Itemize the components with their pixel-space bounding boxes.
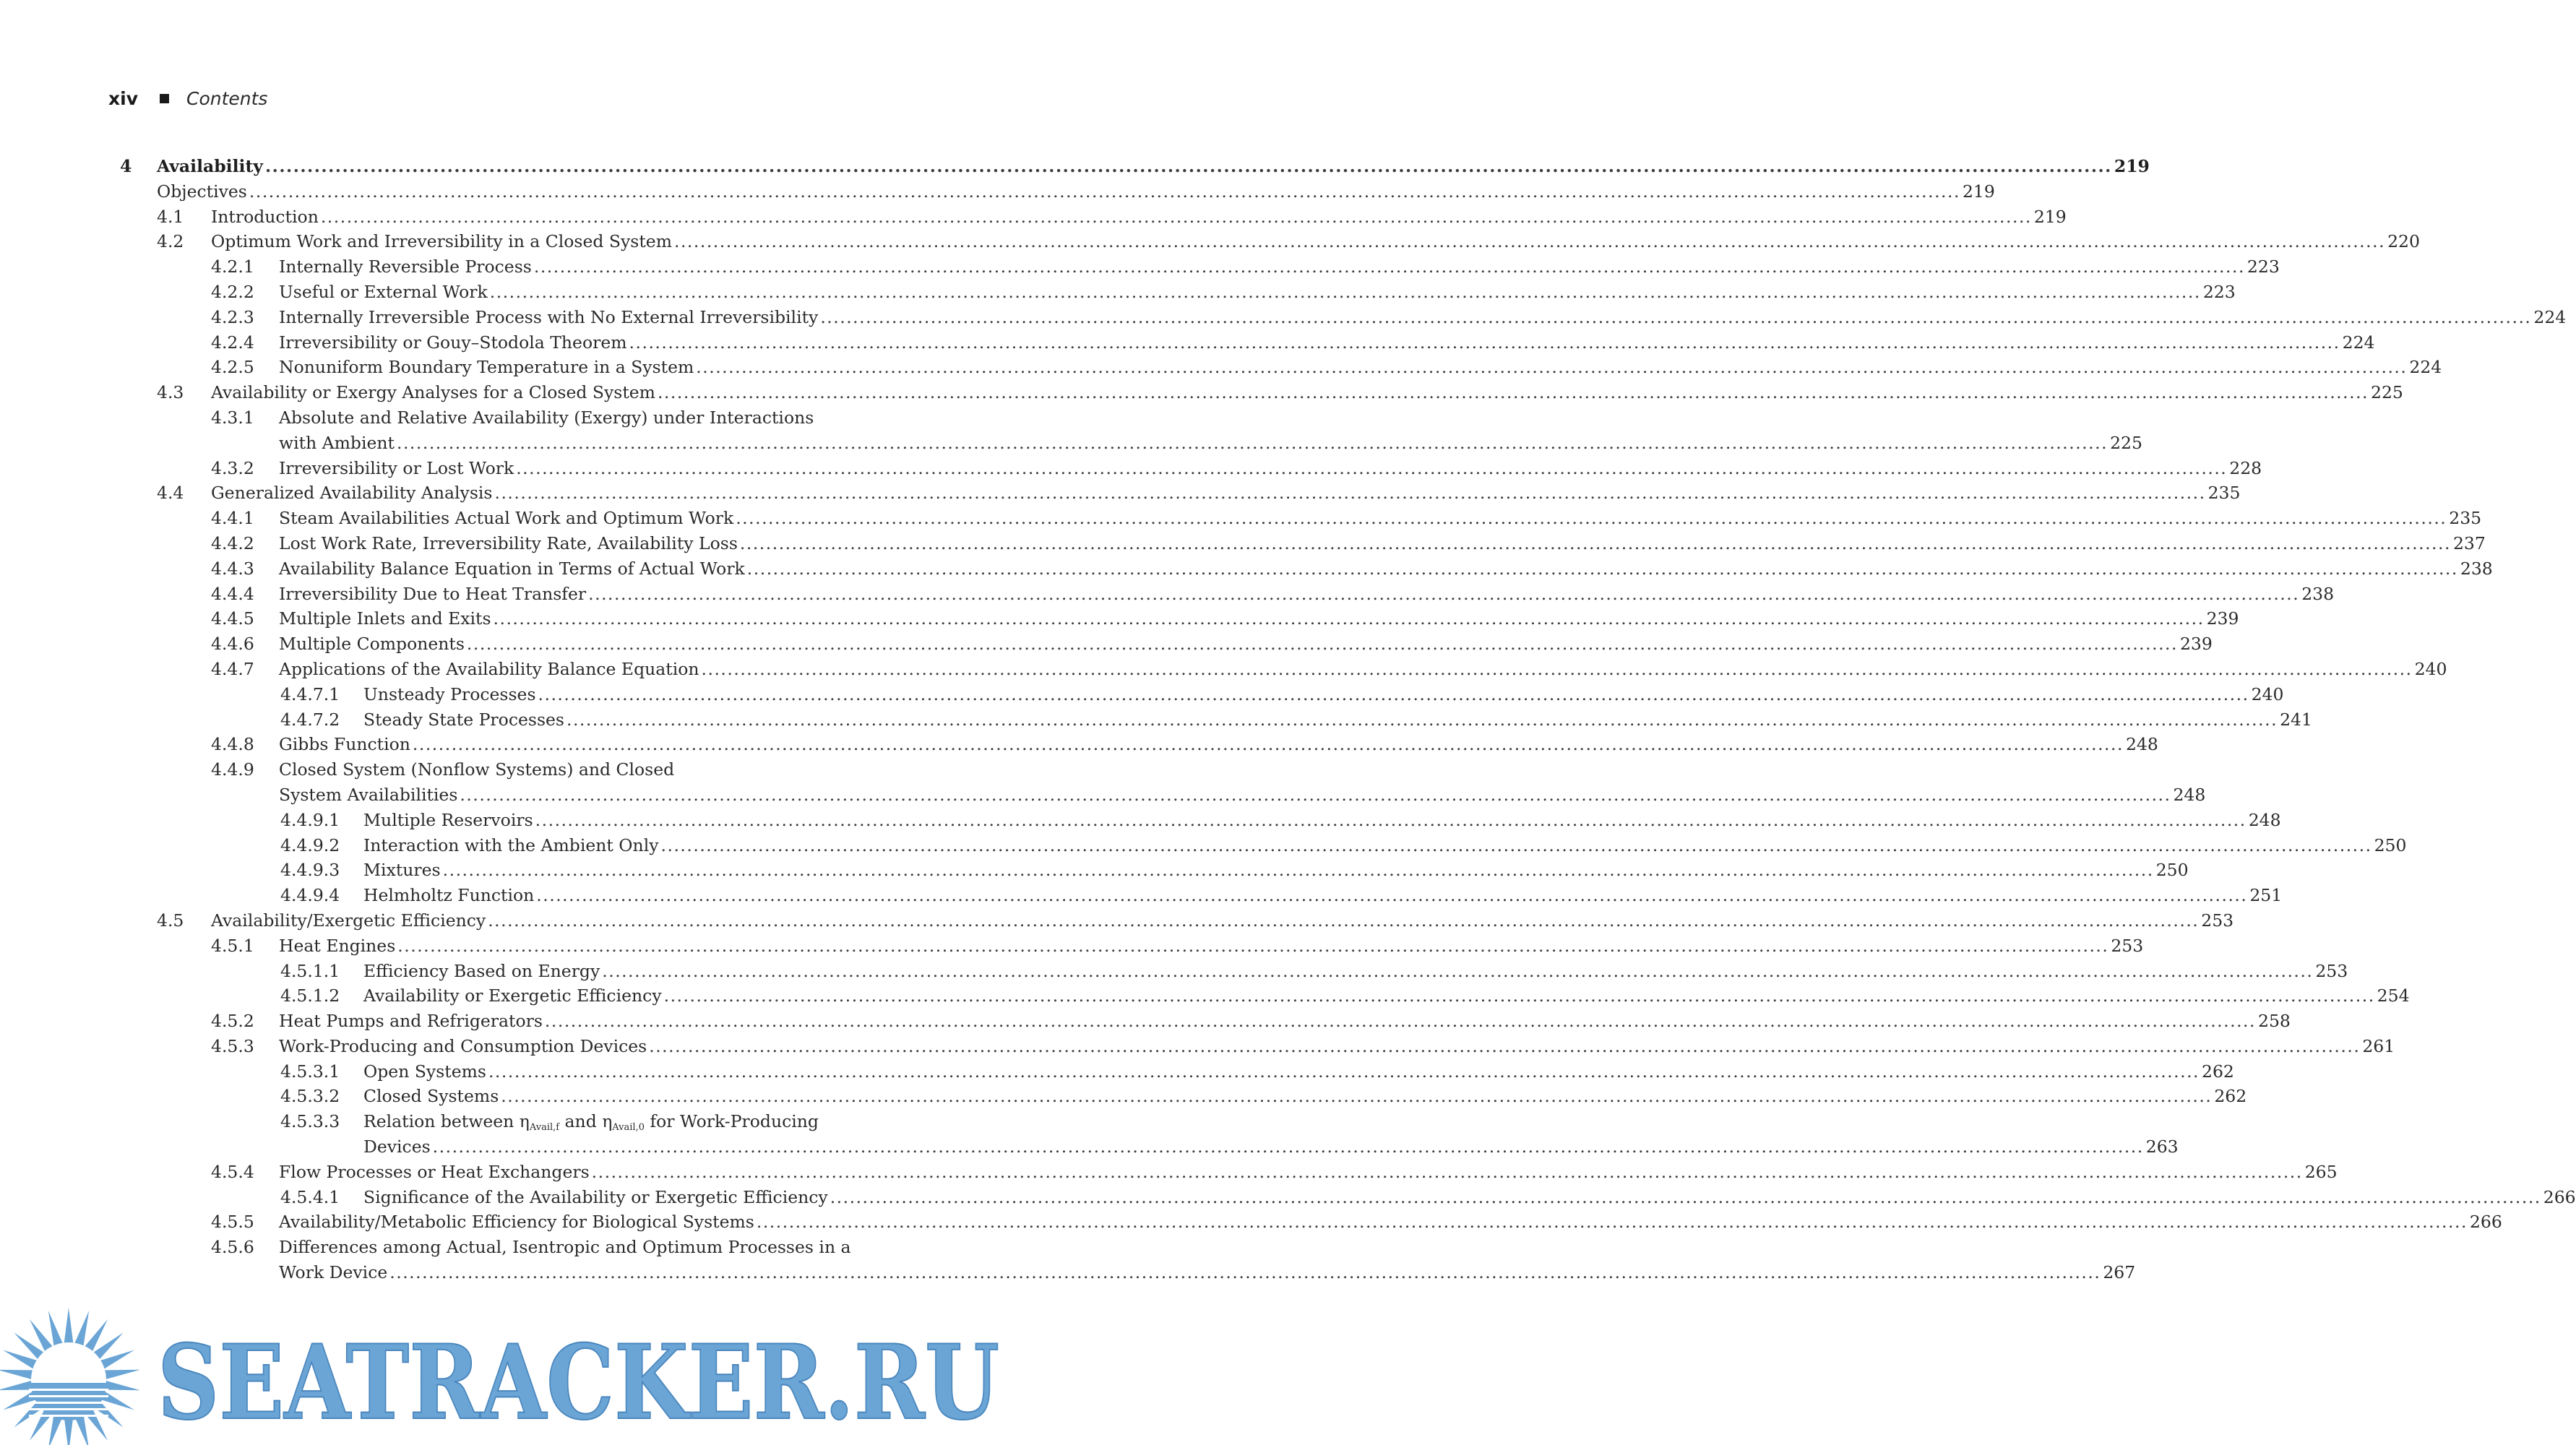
toc-entry[interactable] — [0, 983, 2410, 1009]
toc-entry-title: Nonuniform Boundary Temperature in a System — [279, 357, 694, 378]
toc-entry[interactable] — [0, 858, 2189, 883]
toc-entry-title — [363, 1109, 821, 1134]
page-number: xiv — [108, 88, 138, 109]
toc-page-number: 267 — [2103, 1262, 2136, 1283]
square-bullet-icon — [160, 94, 169, 103]
toc-entry[interactable] — [0, 1059, 2234, 1084]
toc-page-number: 253 — [2201, 910, 2234, 931]
toc-entry-title: Generalized Availability Analysis — [211, 483, 493, 504]
toc-entry[interactable] — [0, 480, 2241, 506]
dot-leader — [747, 556, 2458, 582]
dot-leader — [494, 480, 2205, 506]
dot-leader — [649, 1034, 2360, 1059]
toc-entry[interactable] — [0, 631, 2213, 657]
toc-entry-number: 4.5.6 — [211, 1237, 254, 1258]
toc-entry[interactable] — [0, 330, 2375, 355]
toc-entry-title: Introduction — [211, 206, 319, 227]
toc-page-number — [901, 757, 903, 782]
toc-entry-title: with Ambient — [279, 432, 395, 453]
dot-leader — [494, 606, 2205, 631]
toc-page-number: 240 — [2414, 658, 2447, 679]
dot-leader — [736, 506, 2447, 531]
toc-page-number: 224 — [2342, 332, 2375, 353]
toc-entry[interactable] — [0, 531, 2486, 556]
toc-page-number: 238 — [2460, 558, 2493, 579]
dot-leader — [757, 1209, 2468, 1235]
dot-leader — [664, 983, 2375, 1009]
toc-entry-title: Objectives — [157, 181, 247, 202]
toc-entry[interactable] — [0, 732, 2158, 757]
toc-entry-title: Helmholtz Function — [363, 885, 535, 906]
toc-entry-number: 4.4.9.2 — [280, 834, 340, 855]
toc-entry-number: 4.5.1.2 — [280, 985, 340, 1006]
title-part: and η — [559, 1111, 613, 1132]
dot-leader — [265, 154, 2112, 179]
toc-page-number: 263 — [2145, 1136, 2179, 1157]
toc-page-number — [901, 1235, 903, 1260]
dot-leader — [696, 355, 2407, 380]
toc-entry[interactable] — [0, 280, 2236, 305]
toc-page-number: 253 — [2315, 960, 2348, 981]
toc-entry-number: 4.2.3 — [211, 306, 254, 327]
toc-entry[interactable] — [0, 1109, 1012, 1134]
title-part: Relation between η — [363, 1111, 530, 1132]
toc-page-number: 237 — [2452, 532, 2486, 553]
toc-entry-title: Availability/Metabolic Efficiency for Biological Systems — [279, 1212, 754, 1233]
toc-page-number: 261 — [2362, 1035, 2395, 1056]
toc-entry-title: Differences among Actual, Isentropic and Optimum Processes in a — [279, 1237, 851, 1258]
toc-entry[interactable] — [0, 582, 2335, 607]
toc-entry-title: Applications of the Availability Balance Equation — [279, 658, 699, 679]
toc-entry[interactable] — [0, 1034, 2395, 1059]
toc-entry-number: 4.4.9.4 — [280, 885, 340, 906]
toc-entry[interactable] — [0, 1235, 1012, 1260]
toc-page-number: 219 — [2033, 206, 2067, 227]
toc-entry[interactable] — [0, 1260, 2136, 1285]
sun-logo-icon — [0, 1308, 140, 1445]
dot-leader — [501, 1084, 2212, 1109]
toc-page-number: 250 — [2155, 860, 2189, 881]
toc-entry-title: Useful or External Work — [279, 281, 488, 302]
toc-entry-title: Irreversibility or Lost Work — [279, 457, 514, 478]
toc-entry-title: Multiple Inlets and Exits — [279, 608, 491, 629]
toc-page-number: 238 — [2301, 583, 2335, 604]
toc-page-number: 223 — [2247, 256, 2280, 277]
toc-entry-title: Availability — [157, 156, 263, 176]
dot-leader — [534, 254, 2245, 280]
toc-page-number: 224 — [2409, 357, 2442, 378]
toc-entry-number: 4.5.1.1 — [280, 960, 340, 981]
dot-leader — [629, 330, 2340, 355]
toc-entry-title: Interaction with the Ambient Only — [363, 834, 659, 855]
dot-leader — [853, 1235, 901, 1260]
dot-leader — [397, 431, 2108, 456]
toc-page-number: 265 — [2304, 1161, 2338, 1182]
toc-entry-number: 4.5.4.1 — [280, 1186, 340, 1207]
toc-entry[interactable] — [0, 229, 2420, 254]
toc-entry[interactable] — [0, 1084, 2247, 1109]
toc-entry-title: Heat Pumps and Refrigerators — [279, 1011, 543, 1032]
toc-entry[interactable] — [0, 179, 1995, 204]
toc-entry-number: 4.4.6 — [211, 634, 254, 655]
toc-entry[interactable] — [0, 506, 2482, 531]
toc-entry[interactable] — [0, 606, 2239, 631]
toc-entry-number: 4.5.2 — [211, 1011, 254, 1032]
dot-leader — [830, 1185, 2541, 1210]
toc-entry[interactable] — [0, 355, 2442, 380]
dot-leader — [538, 682, 2249, 707]
toc-entry-number: 4.3.1 — [211, 407, 254, 428]
toc-entry[interactable] — [0, 305, 2567, 330]
toc-page-number: 241 — [2280, 709, 2312, 730]
toc-entry-title: Mixtures — [363, 860, 441, 881]
toc-entry-title: Flow Processes or Heat Exchangers — [279, 1161, 590, 1182]
toc-entry-title: Irreversibility Due to Heat Transfer — [279, 583, 587, 604]
dot-leader — [443, 858, 2154, 883]
toc-entry-number: 4.4 — [157, 483, 184, 504]
toc-entry-title: Irreversibility or Gouy–Stodola Theorem — [279, 332, 627, 353]
toc-page-number — [901, 1109, 903, 1134]
toc-entry-number: 4.2.2 — [211, 281, 254, 302]
toc-page-number: 262 — [2202, 1061, 2234, 1082]
dot-leader — [516, 456, 2227, 481]
toc-entry-number: 4.5.4 — [211, 1161, 254, 1182]
toc-entry[interactable] — [0, 908, 2234, 933]
toc-entry[interactable] — [0, 154, 2150, 179]
toc-page-number: 240 — [2251, 683, 2284, 704]
toc-entry-number: 4.5 — [157, 910, 184, 931]
toc-page-number: 248 — [2248, 809, 2281, 830]
toc-entry-title: Devices — [363, 1136, 431, 1157]
toc-entry-number: 4.5.3.3 — [280, 1111, 340, 1132]
watermark — [0, 1293, 1012, 1445]
toc-page-number: 262 — [2214, 1086, 2247, 1107]
toc-entry-number: 4.5.3.2 — [280, 1086, 340, 1107]
toc-entry-title: Optimum Work and Irreversibility in a Closed System — [211, 231, 672, 252]
toc-entry-number: 4.4.7.1 — [280, 683, 340, 704]
toc-entry-number: 4.4.7.2 — [280, 709, 340, 730]
toc-entry-title: Closed System (Nonflow Systems) and Closed — [279, 759, 675, 780]
toc-entry-title: System Availabilities — [279, 784, 458, 805]
toc-entry-title: Steady State Processes — [363, 709, 564, 730]
toc-page-number: 235 — [2449, 508, 2482, 529]
toc-entry-title: Heat Engines — [279, 935, 396, 956]
toc-entry-title: Internally Irreversible Process with No External Irreversibility — [279, 306, 819, 327]
toc-entry-title: Availability/Exergetic Efficiency — [211, 910, 486, 931]
toc-entry[interactable] — [0, 959, 2348, 984]
toc-entry[interactable] — [0, 782, 2206, 808]
dot-leader — [821, 1109, 901, 1134]
toc-entry-number: 4.2 — [157, 231, 184, 252]
toc-entry[interactable] — [0, 808, 2281, 833]
toc-entry[interactable] — [0, 456, 2262, 481]
toc-page-number — [901, 405, 903, 431]
toc-page-number: 228 — [2229, 457, 2262, 478]
toc-entry[interactable] — [0, 405, 1012, 431]
toc-page-number: 266 — [2469, 1212, 2502, 1233]
dot-leader — [413, 732, 2124, 757]
toc-page-number: 250 — [2374, 834, 2407, 855]
toc-entry[interactable] — [0, 657, 2447, 682]
toc-entry-number: 4.4.1 — [211, 508, 254, 529]
toc-entry-title: Availability or Exergy Analyses for a Closed System — [211, 382, 655, 403]
toc-page-number: 223 — [2202, 281, 2236, 302]
toc-entry[interactable] — [0, 933, 2144, 959]
dot-leader — [488, 908, 2199, 933]
toc-entry-title: Open Systems — [363, 1061, 486, 1082]
toc-page-number: 253 — [2111, 935, 2144, 956]
toc-entry-title: Unsteady Processes — [363, 683, 536, 704]
toc-entry-number: 4.4.7 — [211, 658, 254, 679]
toc-entry-number: 4.4.9.1 — [280, 809, 340, 830]
dot-leader — [661, 833, 2372, 858]
dot-leader — [567, 707, 2278, 733]
toc-entry-title: Internally Reversible Process — [279, 256, 532, 277]
dot-leader — [588, 582, 2299, 607]
toc-entry[interactable] — [0, 707, 2312, 733]
dot-leader — [545, 1009, 2256, 1034]
toc-entry[interactable] — [0, 556, 2493, 582]
title-part: for Work-Producing — [644, 1111, 819, 1132]
toc-entry[interactable] — [0, 1009, 2291, 1034]
toc-entry-number: 4.4.9 — [211, 759, 254, 780]
dot-leader — [816, 405, 901, 431]
running-head — [108, 88, 267, 109]
toc-page-number: 248 — [2125, 734, 2158, 755]
dot-leader — [535, 808, 2247, 833]
toc-page-number: 235 — [2207, 483, 2241, 504]
toc-page-number: 225 — [2110, 432, 2142, 453]
dot-leader — [820, 305, 2531, 330]
toc-entry-number: 4.4.4 — [211, 583, 254, 604]
toc-page-number: 254 — [2377, 985, 2410, 1006]
toc-entry-number: 4.4.8 — [211, 734, 254, 755]
toc-entry-title: Significance of the Availability or Exergetic Efficiency — [363, 1186, 828, 1207]
toc-entry-number: 4.5.1 — [211, 935, 254, 956]
toc-entry-number: 4 — [120, 156, 132, 176]
toc-entry[interactable] — [0, 431, 2142, 456]
toc-entry[interactable] — [0, 380, 2403, 405]
toc-entry-title: Availability or Exergetic Efficiency — [363, 985, 662, 1006]
toc-entry-title: Availability Balance Equation in Terms of Actual Work — [279, 558, 745, 579]
toc-entry-number: 4.2.5 — [211, 357, 254, 378]
watermark-text: SEATRACKER.RU — [158, 1323, 999, 1443]
toc-entry-number: 4.5.5 — [211, 1212, 254, 1233]
toc-page-number: 219 — [2114, 156, 2150, 176]
dot-leader — [602, 959, 2313, 984]
toc-entry-number: 4.1 — [157, 206, 184, 227]
toc-page-number: 220 — [2387, 231, 2420, 252]
toc-entry-title: Closed Systems — [363, 1086, 499, 1107]
dot-leader — [536, 883, 2247, 908]
dot-leader — [490, 280, 2201, 305]
toc-entry[interactable] — [0, 1134, 2179, 1160]
toc-entry-title: Gibbs Function — [279, 734, 410, 755]
toc-page-number: 248 — [2173, 784, 2206, 805]
toc-page-number: 258 — [2258, 1011, 2291, 1032]
dot-leader — [658, 380, 2369, 405]
toc-entry-title: Efficiency Based on Energy — [363, 960, 600, 981]
toc-entry[interactable] — [0, 1160, 2338, 1185]
dot-leader — [389, 1260, 2101, 1285]
toc-entry[interactable] — [0, 883, 2283, 908]
toc-entry-number: 4.5.3.1 — [280, 1061, 340, 1082]
toc-entry-title: Lost Work Rate, Irreversibility Rate, Availability Loss — [279, 532, 738, 553]
subscript: Avail,f — [529, 1122, 560, 1134]
dot-leader — [321, 204, 2032, 230]
dot-leader — [433, 1134, 2144, 1160]
toc-page-number: 224 — [2533, 306, 2567, 327]
toc-page-number: 239 — [2206, 608, 2239, 629]
dot-leader — [488, 1059, 2200, 1084]
toc-entry-number: 4.5.3 — [211, 1035, 254, 1056]
toc-entry[interactable] — [0, 833, 2407, 858]
dot-leader — [702, 657, 2413, 682]
dot-leader — [249, 179, 1960, 204]
dot-leader — [592, 1160, 2303, 1185]
dot-leader — [397, 933, 2108, 959]
toc-entry-number: 4.4.3 — [211, 558, 254, 579]
toc-entry-number: 4.3 — [157, 382, 184, 403]
toc-entry-number: 4.4.2 — [211, 532, 254, 553]
toc-entry-title: Steam Availabilities Actual Work and Optimum Work — [279, 508, 734, 529]
toc-entry-number: 4.4.9.3 — [280, 860, 340, 881]
toc-page-number: 266 — [2543, 1186, 2576, 1207]
toc-entry-number: 4.3.2 — [211, 457, 254, 478]
toc-entry[interactable] — [0, 1209, 2502, 1235]
dot-leader — [674, 229, 2385, 254]
toc-entry-title: Multiple Components — [279, 634, 465, 655]
running-head-title: Contents — [186, 88, 268, 109]
toc-entry[interactable] — [0, 254, 2280, 280]
toc-entry[interactable] — [0, 757, 1012, 782]
toc-entry-title: Work Device — [279, 1262, 388, 1283]
dot-leader — [676, 757, 901, 782]
toc-page-number: 219 — [1962, 181, 1995, 202]
toc-entry-number: 4.2.4 — [211, 332, 254, 353]
toc-page-number: 239 — [2179, 634, 2213, 655]
toc-entry[interactable] — [0, 204, 2067, 230]
toc-page-number: 225 — [2371, 382, 2403, 403]
table-of-contents — [0, 154, 2576, 1285]
toc-entry-title: Absolute and Relative Availability (Exergy) under Interactions — [279, 407, 814, 428]
dot-leader — [467, 631, 2178, 657]
toc-entry-number: 4.2.1 — [211, 256, 254, 277]
dot-leader — [740, 531, 2451, 556]
toc-page-number: 251 — [2249, 885, 2283, 906]
toc-entry-number: 4.4.5 — [211, 608, 254, 629]
toc-entry-title: Work-Producing and Consumption Devices — [279, 1035, 647, 1056]
toc-entry-title: Multiple Reservoirs — [363, 809, 533, 830]
subscript: Avail,0 — [612, 1122, 645, 1134]
toc-entry[interactable] — [0, 682, 2284, 707]
dot-leader — [460, 782, 2171, 808]
toc-entry[interactable] — [0, 1185, 2576, 1210]
